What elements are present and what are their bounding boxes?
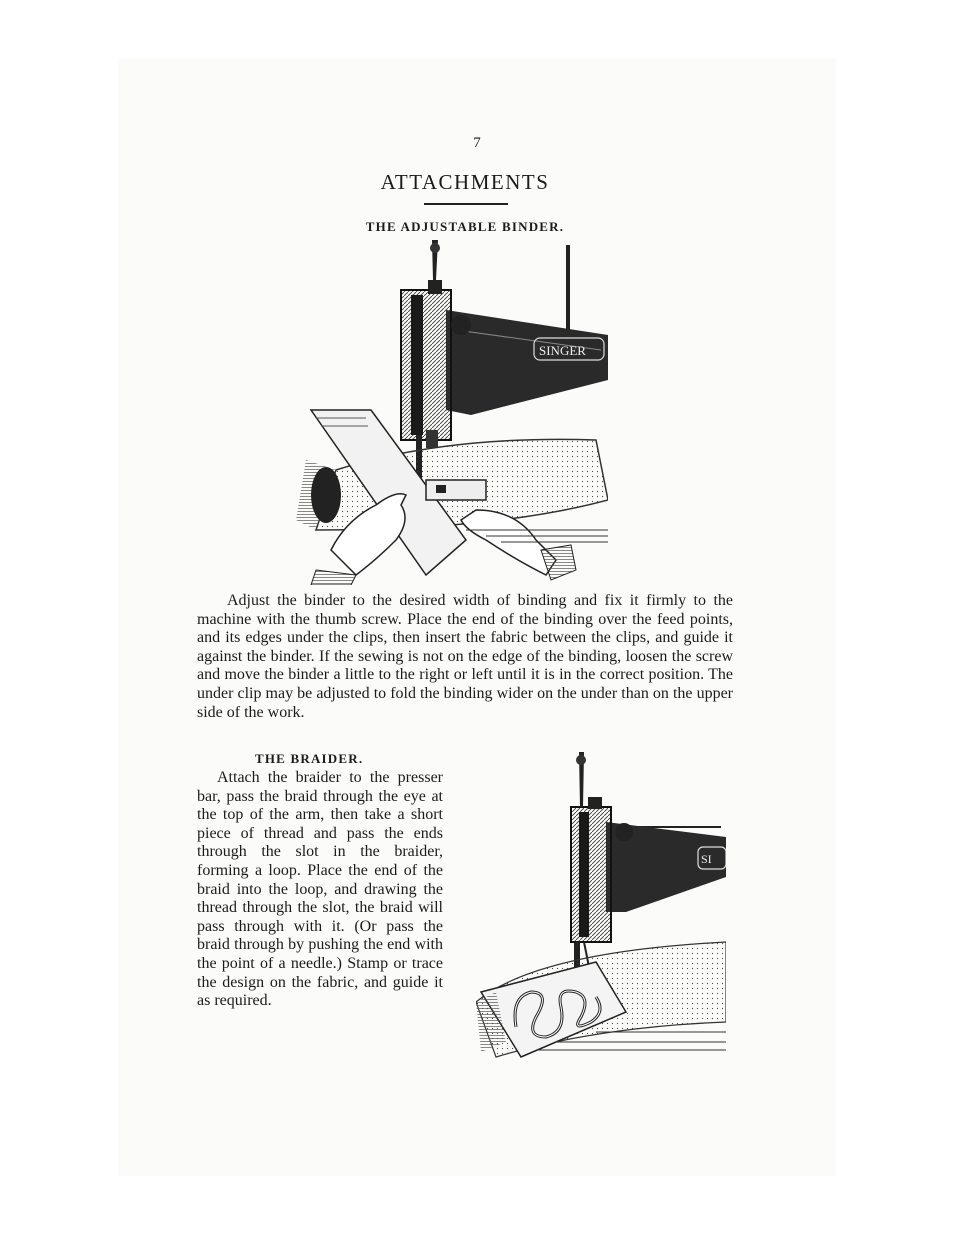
page-number: 7 xyxy=(473,135,481,151)
binder-heading: THE ADJUSTABLE BINDER. xyxy=(365,219,565,234)
page-title: ATTACHMENTS xyxy=(380,170,550,194)
braider-paragraph: Attach the braider to the presser bar, pass the braid through the eye at the top of the arm, then take a short piece of thread and pass the ends through the slot in the braider, forming a loop. Place the end of the braid into the loop, and drawing the thread through the slot, the braid will pass through with it. (Or pass the braid through by pushing the end with the point of a needle.) Stamp or trace the design on the fabric, and guide it as required. xyxy=(197,769,443,1010)
title-underline xyxy=(424,203,508,205)
binder-machine-label: SINGER xyxy=(539,343,586,358)
braider-heading: THE BRAIDER. xyxy=(255,751,364,766)
binder-paragraph: Adjust the binder to the desired width of binding and fix it firmly to the machine with the thumb screw. Place the end of the binding over the feed points, and its edges under the clips, then insert the fabric between the clips, and guide it against the binder. If the sewing is not on the edge of the binding, loosen the screw and move the binder a little to the right or left until it is in the correct position. The under clip may be adjusted to fold the binding wider on the under than on the upper side of the work. xyxy=(197,592,733,721)
braider-machine-label: SI xyxy=(701,852,712,866)
binder-illustration xyxy=(296,240,608,585)
braider-illustration xyxy=(476,752,726,1067)
